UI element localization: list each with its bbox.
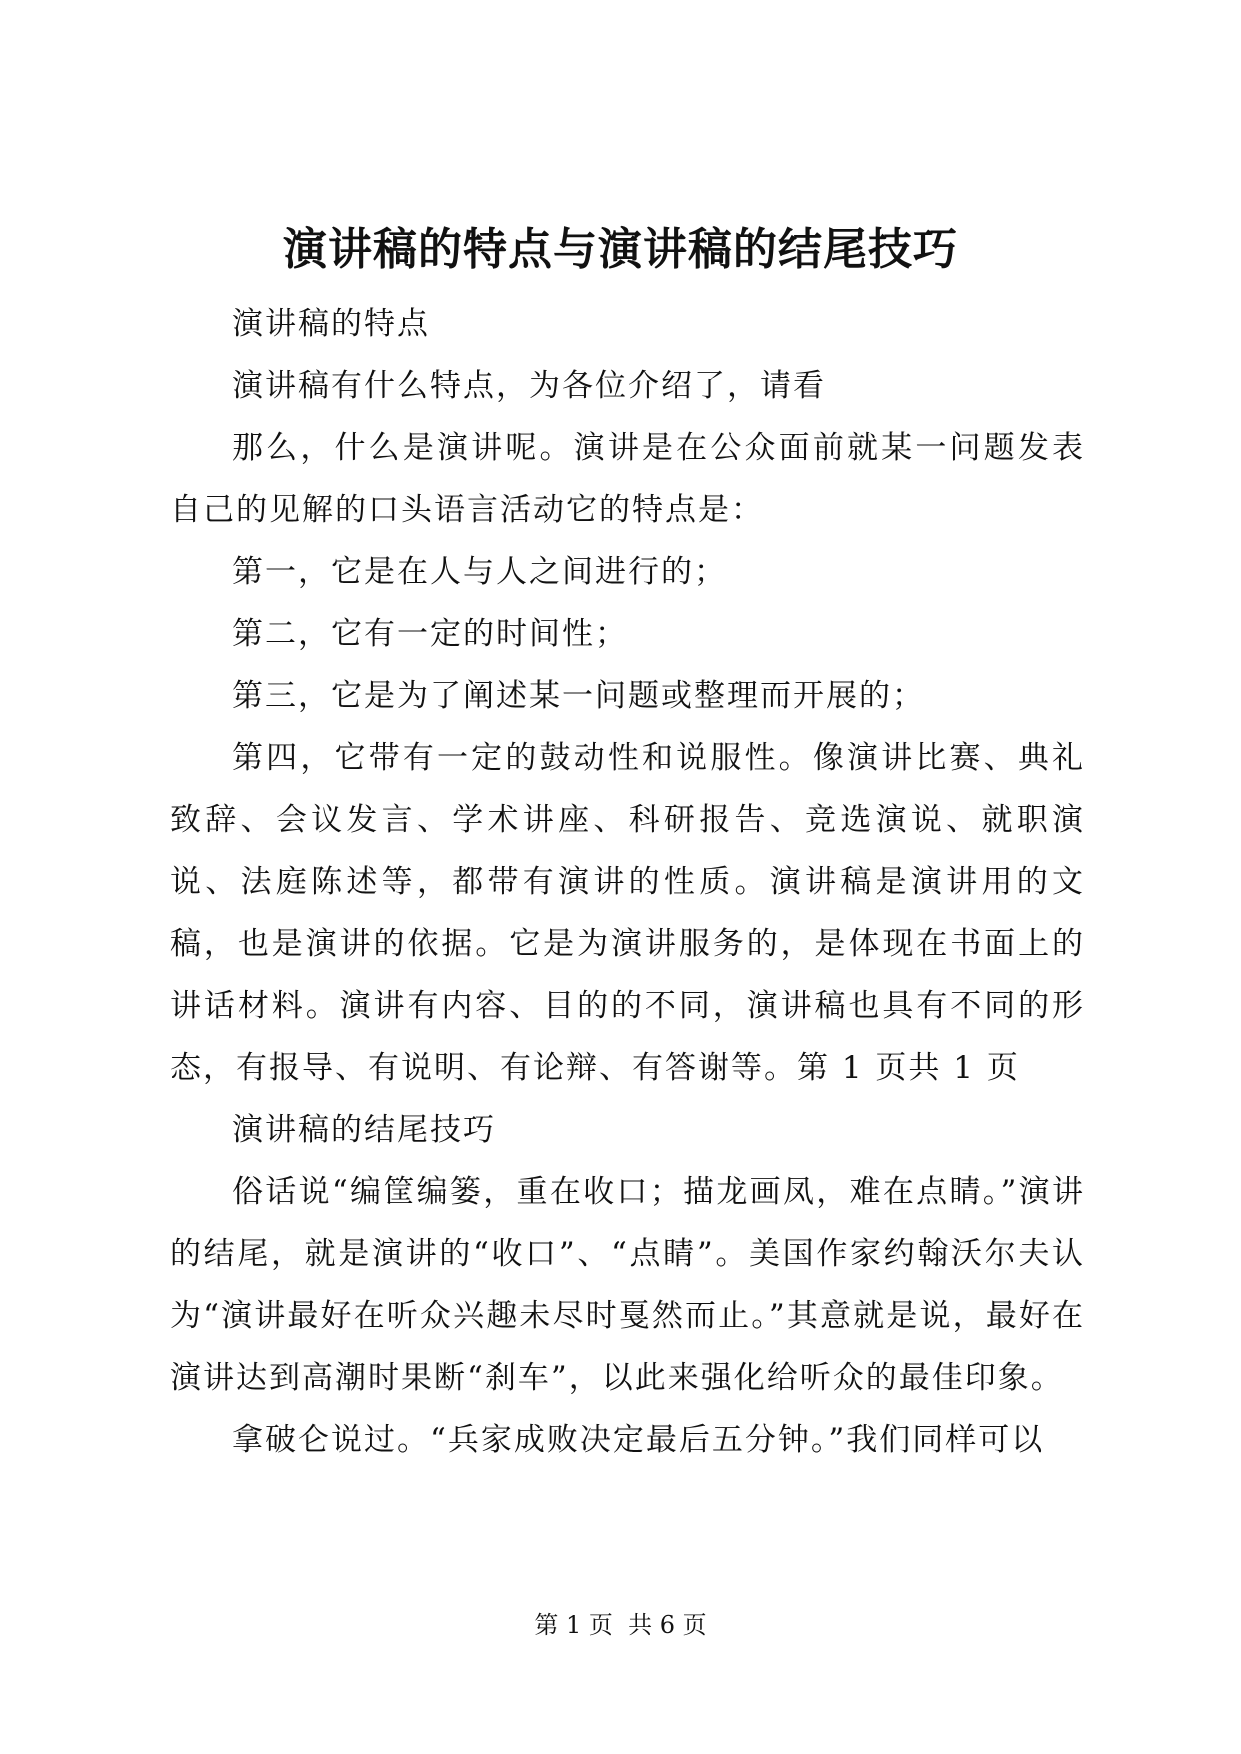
paragraph: 那么，什么是演讲呢。演讲是在公众面前就某一问题发表自己的见解的口头语言活动它的特点是： <box>170 430 1085 528</box>
paragraph: 拿破仑说过。“兵家成败决定最后五分钟。”我们同样可以 <box>232 1422 1045 1458</box>
list-item: 第一，它是在人与人之间进行的； <box>232 554 727 590</box>
list-item: 第二，它有一定的时间性； <box>232 616 628 652</box>
document-title: 演讲稿的特点与演讲稿的结尾技巧 <box>283 224 958 275</box>
page-footer <box>0 1608 1241 1642</box>
list-item: 第四，它带有一定的鼓动性和说服性。像演讲比赛、典礼致辞、会议发言、学术讲座、科研报告、竞选演说、就职演说、法庭陈述等，都带有演讲的性质。演讲稿是演讲用的文稿，也是演讲的依据。它是为演讲服务的，是体现在书面上的讲话材料。演讲有内容、目的的不同，演讲稿也具有不同的形态，有报导、有说明、有论辩、有答谢等。第 1 页共 1 页 <box>170 740 1085 1086</box>
paragraph: 俗话说“编筐编篓，重在收口；描龙画凤，难在点睛。”演讲的结尾，就是演讲的“收口”、“点睛”。美国作家约翰沃尔夫认为“演讲最好在听众兴趣未尽时戛然而止。”其意就是说，最好在演讲达到高潮时果断“刹车”，以此来强化给听众的最佳印象。 <box>170 1174 1085 1396</box>
page-number: 第 1 页 共 6 页 <box>534 1611 707 1639</box>
list-item: 第三，它是为了阐述某一问题或整理而开展的； <box>232 678 925 714</box>
paragraph: 演讲稿有什么特点，为各位介绍了，请看 <box>232 368 826 404</box>
section-heading-ending: 演讲稿的结尾技巧 <box>232 1112 496 1148</box>
section-heading-features: 演讲稿的特点 <box>232 306 430 342</box>
document-body <box>170 293 1085 1471</box>
